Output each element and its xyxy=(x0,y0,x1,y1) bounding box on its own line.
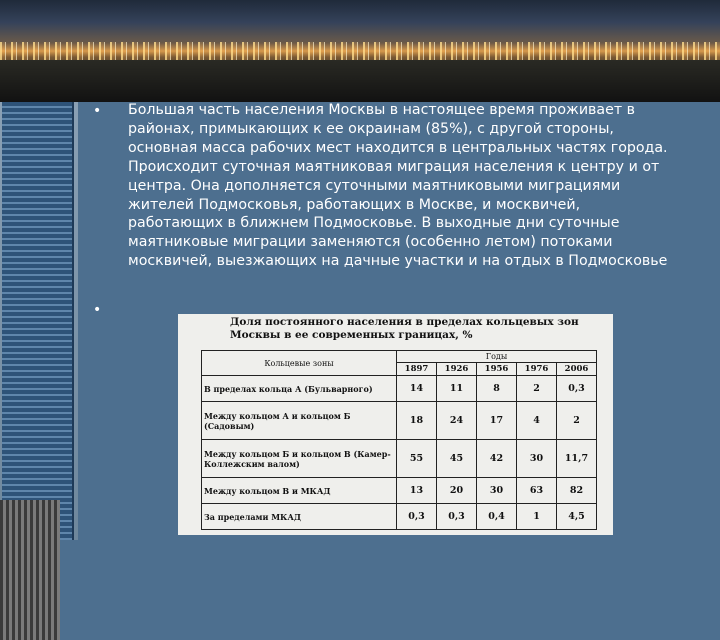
table-cell: 8 xyxy=(477,376,517,402)
table-cell: 11 xyxy=(437,376,477,402)
zone-label: Между кольцом Б и кольцом В (Камер-Коллежским валом) xyxy=(202,440,397,478)
table-cell: 55 xyxy=(397,440,437,478)
table-cell: 4 xyxy=(517,402,557,440)
table-title: Доля постоянного населения в пределах кольцевых зон Москвы в ее современных границах, % xyxy=(230,316,579,341)
table-cell: 0,4 xyxy=(477,504,517,530)
city-lights xyxy=(0,42,720,60)
years-header: Годы xyxy=(397,351,597,363)
table-cell: 0,3 xyxy=(557,376,597,402)
table-row xyxy=(202,440,597,478)
table-cell: 0,3 xyxy=(397,504,437,530)
dark-hills xyxy=(0,60,720,102)
glass-tower xyxy=(2,102,74,540)
table-cell: 30 xyxy=(477,478,517,504)
table-cell: 0,3 xyxy=(437,504,477,530)
table-cell: 14 xyxy=(397,376,437,402)
zone-label: Между кольцом А и кольцом Б (Садовым) xyxy=(202,402,397,440)
zones-header: Кольцевые зоны xyxy=(202,351,397,376)
zone-label: За пределами МКАД xyxy=(202,504,397,530)
table-cell: 13 xyxy=(397,478,437,504)
table-cell: 2 xyxy=(517,376,557,402)
table-cell: 30 xyxy=(517,440,557,478)
table-cell: 24 xyxy=(437,402,477,440)
zone-label: Между кольцом В и МКАД xyxy=(202,478,397,504)
table-row xyxy=(202,402,597,440)
table-cell: 11,7 xyxy=(557,440,597,478)
table-cell: 17 xyxy=(477,402,517,440)
year-1897: 1897 xyxy=(397,363,437,376)
city-night-banner xyxy=(0,0,720,102)
table-cell: 4,5 xyxy=(557,504,597,530)
construction-building xyxy=(0,500,60,640)
table-cell: 45 xyxy=(437,440,477,478)
population-table xyxy=(201,350,597,530)
year-1956: 1956 xyxy=(477,363,517,376)
bullet-2: • xyxy=(93,302,102,318)
population-table-image xyxy=(178,314,613,535)
year-1926: 1926 xyxy=(437,363,477,376)
table-cell: 1 xyxy=(517,504,557,530)
table-header-row xyxy=(202,351,597,363)
year-1976: 1976 xyxy=(517,363,557,376)
table-row xyxy=(202,478,597,504)
table-cell: 42 xyxy=(477,440,517,478)
table-row xyxy=(202,504,597,530)
bullet-1: • xyxy=(93,103,102,119)
table-cell: 82 xyxy=(557,478,597,504)
table-cell: 20 xyxy=(437,478,477,504)
year-2006: 2006 xyxy=(557,363,597,376)
main-paragraph: Большая часть населения Москвы в настоящее время проживает в районах, примыкающих к ее окраинам (85%), с другой стороны, основная масса рабочих мест находится в центральных частях города. Происходит суточная маятниковая миграция населения к центру и от центра. Она дополняется суточными маятниковыми миграциями жителей Подмосковья, работающих в Москве, и москвичей, работающих в ближнем Подмосковье. В выходные дни суточные маятниковые миграции заменяются (особенно летом) потоками москвичей, выезжающих на дачные участки и на отдых в Подмосковье xyxy=(128,102,668,270)
table-row xyxy=(202,376,597,402)
skyscraper-photo xyxy=(0,102,78,540)
table-cell: 2 xyxy=(557,402,597,440)
table-cell: 63 xyxy=(517,478,557,504)
zone-label: В пределах кольца А (Бульварного) xyxy=(202,376,397,402)
table-cell: 18 xyxy=(397,402,437,440)
